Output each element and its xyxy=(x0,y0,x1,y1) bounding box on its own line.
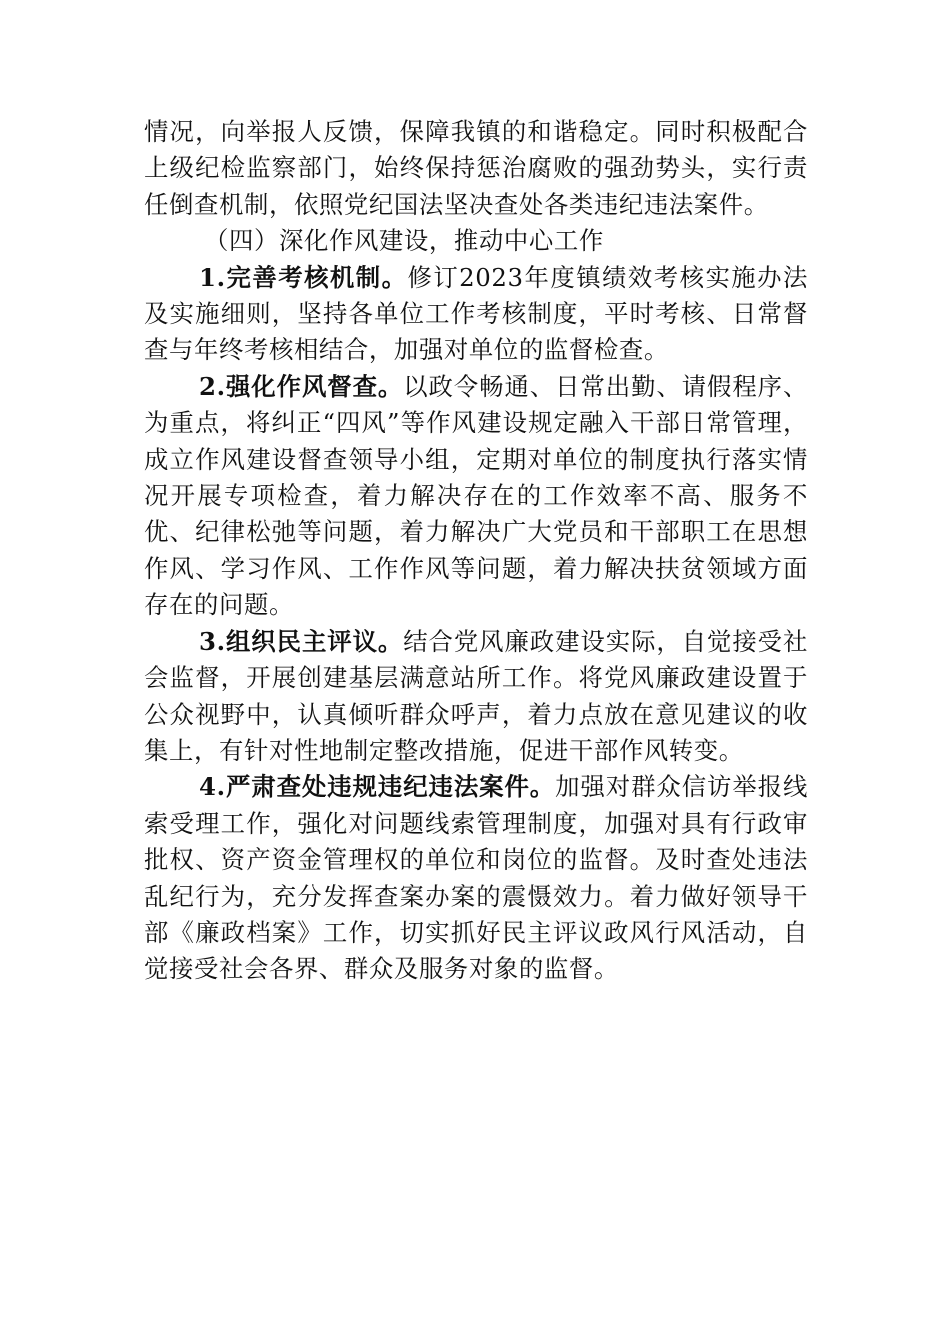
item-3-body: 结合党风廉政建设实际，自觉接受社会监督，开展创建基层满意站所工作。将党风廉政建设置于公众视野中，认真倾听群众呼声，着力点放在意见建议的收集上，有针对性地制定整改措施，促进干部作风转变。 xyxy=(144,626,808,765)
document-page xyxy=(144,114,808,988)
item-2-heading: 2.强化作风督查。 xyxy=(199,371,404,401)
item-1-heading: 1.完善考核机制。 xyxy=(199,262,408,292)
item-1-body: 修订2023年度镇绩效考核实施办法及实施细则，坚持各单位工作考核制度，平时考核、日常督查与年终考核相结合，加强对单位的监督检查。 xyxy=(144,262,808,365)
continued-paragraph: 情况，向举报人反馈，保障我镇的和谐稳定。同时积极配合上级纪检监察部门，始终保持惩治腐败的强劲势头，实行责任倒查机制，依照党纪国法坚决查处各类违纪违法案件。 xyxy=(144,117,808,219)
item-2-paragraph xyxy=(144,369,808,624)
item-4-body: 加强对群众信访举报线索受理工作，强化对问题线索管理制度，加强对具有行政审批权、资产资金管理权的单位和岗位的监督。及时查处违法乱纪行为，充分发挥查案办案的震慑效力。着力做好领导干部《廉政档案》工作，切实抓好民主评议政风行风活动，自觉接受社会各界、群众及服务对象的监督。 xyxy=(144,772,808,984)
section-heading: （四）深化作风建设，推动中心工作 xyxy=(204,226,604,256)
item-3-heading: 3.组织民主评议。 xyxy=(199,626,404,656)
item-1-paragraph xyxy=(144,260,808,369)
item-3-paragraph xyxy=(144,624,808,770)
item-4-paragraph xyxy=(144,769,808,987)
item-4-heading: 4.严肃查处违规违纪违法案件。 xyxy=(199,772,556,802)
item-2-body: 以政令畅通、日常出勤、请假程序、为重点，将纠正“四风”等作风建设规定融入干部日常管理，成立作风建设督查领导小组，定期对单位的制度执行落实情况开展专项检查，着力解决存在的工作效率不高、服务不优、纪律松弛等问题，着力解决广大党员和干部职工在思想作风、学习作风、工作作风等问题，着力解决扶贫领域方面存在的问题。 xyxy=(144,371,808,620)
